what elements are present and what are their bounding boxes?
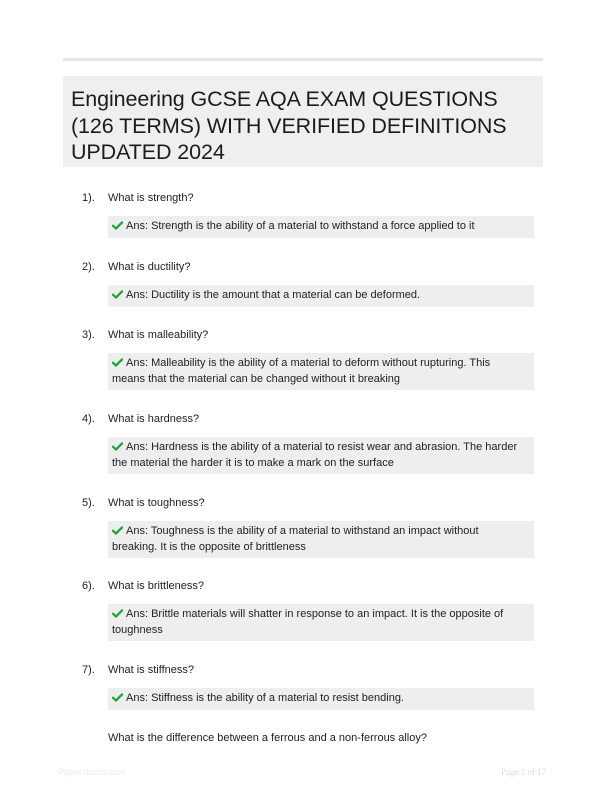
question-text: What is brittleness? [108,580,204,592]
question-number: 4). [82,413,95,425]
question-number: 1). [82,192,95,204]
check-icon [112,693,123,702]
answer-box [108,521,534,558]
answer-text: Ans: Ductility is the amount that a material can be deformed. [126,289,421,301]
answer-text: Ans: Stiffness is the ability of a material to resist bending. [126,692,404,704]
question-number: 6). [82,580,95,592]
page-number: Page 1 of 17 [501,767,547,777]
question-text: What is malleability? [108,329,209,341]
header-divider [63,58,543,61]
check-icon [112,442,123,451]
question-number: 3). [82,329,95,341]
answer-text: Ans: Strength is the ability of a material to withstand a force applied to it [126,220,475,232]
answer-box [108,285,534,307]
answer-box [108,216,534,238]
question-text: What is strength? [108,192,194,204]
question-text: What is the difference between a ferrous and a non-ferrous alloy? [108,732,427,744]
check-icon [112,609,123,618]
answer-box [108,688,534,710]
question-text: What is hardness? [108,413,200,425]
title-panel [63,76,543,167]
answer-text: Ans: Hardness is the ability of a material to resist wear and abrasion. The harder the material the harder it is to make a mark on the surface [112,441,518,469]
check-icon [112,221,123,230]
check-icon [112,526,123,535]
footer-watermark: Paperstudio.com [58,767,126,777]
answer-text: Ans: Malleability is the ability of a material to deform without rupturing. This means that the material can be changed without it breaking [112,357,491,385]
document-title: Engineering GCSE AQA EXAM QUESTIONS (126 TERMS) WITH VERIFIED DEFINITIONS UPDATED 2024 [71,87,507,164]
check-icon [112,290,123,299]
question-text: What is stiffness? [108,664,194,676]
question-text: What is ductility? [108,261,191,273]
answer-box [108,604,534,641]
answer-box [108,353,534,390]
question-number: 7). [82,664,95,676]
answer-text: Ans: Brittle materials will shatter in response to an impact. It is the opposite of toughness [112,608,504,636]
question-number: 2). [82,261,95,273]
answer-text: Ans: Toughness is the ability of a material to withstand an impact without breaking. It is the opposite of brittleness [112,525,479,553]
question-number: 5). [82,497,95,509]
question-text: What is toughness? [108,497,205,509]
answer-box [108,437,534,474]
check-icon [112,358,123,367]
